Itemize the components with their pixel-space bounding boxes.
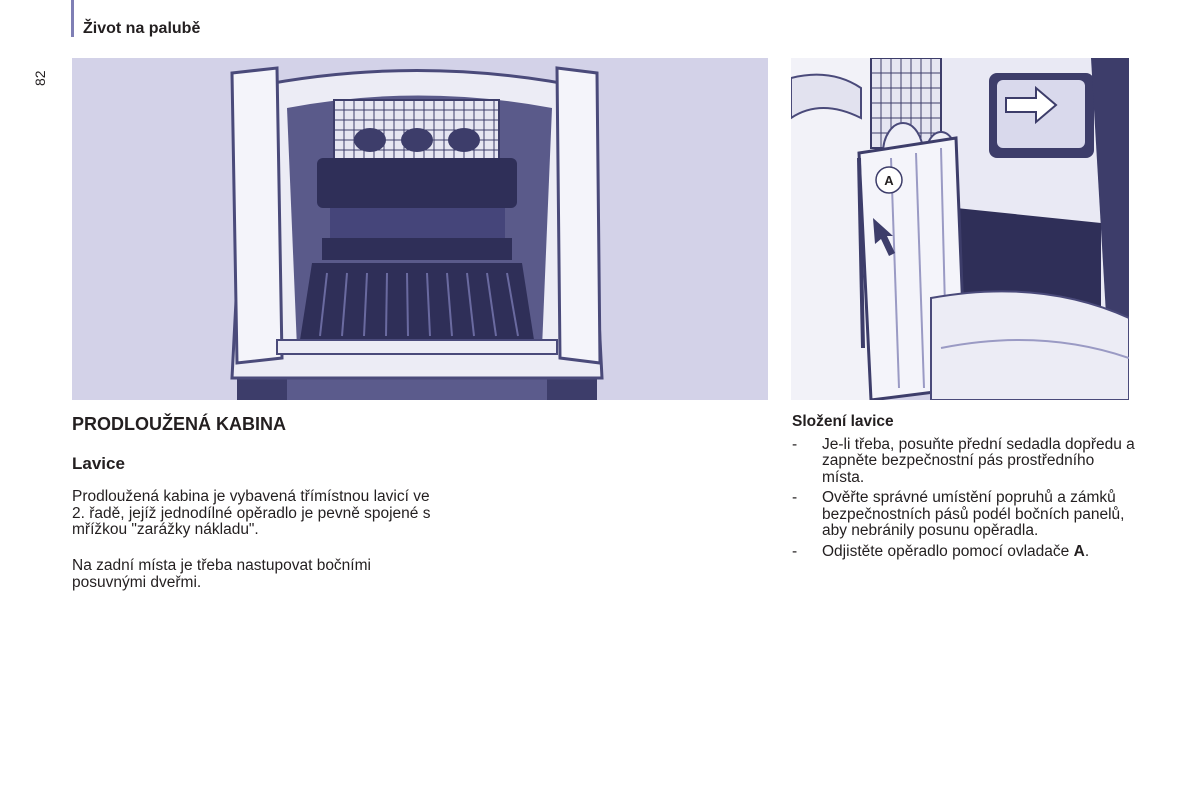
chapter-title: Život na palubě <box>83 20 201 37</box>
subsection-title: Lavice <box>72 454 125 473</box>
bench-release-illustration <box>791 58 1129 400</box>
step-text <box>822 543 1089 560</box>
section-title: PRODLOUŽENÁ KABINA <box>72 414 286 434</box>
callout-a-label: A <box>884 173 894 188</box>
step-text: Ověřte správné umístění popruhů a zámků bezpečnostních pásů podél bočních panelů, aby nebránily posunu opěradla. <box>822 489 1125 539</box>
page-number: 82 <box>32 70 48 86</box>
intro-paragraph: Prodloužená kabina je vybavená třímístnou lavicí ve 2. řadě, jejíž jednodílné opěradlo je pevně spojené s mřížkou "zarážky nákladu". <box>72 488 431 538</box>
step-bullet: - <box>792 489 798 506</box>
step-text-prefix: Odjistěte opěradlo pomocí ovladače <box>822 542 1074 560</box>
control-reference: A <box>1073 542 1085 560</box>
step-item <box>792 544 1137 561</box>
step-item <box>792 437 1137 487</box>
header-accent-bar <box>71 0 74 37</box>
folding-instructions <box>792 414 1137 564</box>
step-text: Je-li třeba, posuňte přední sedadla dopředu a zapněte bezpečnostní pás prostředního místa. <box>822 435 1135 486</box>
access-paragraph: Na zadní místa je třeba nastupovat bočními posuvnými dveřmi. <box>72 557 371 591</box>
step-item <box>792 490 1137 540</box>
cargo-area-illustration <box>72 58 768 400</box>
step-bullet: - <box>792 542 798 560</box>
step-bullet: - <box>792 435 798 453</box>
step-text-suffix: . <box>1084 542 1090 560</box>
steps-list <box>792 437 1137 561</box>
folding-title: Složení lavice <box>792 413 894 430</box>
